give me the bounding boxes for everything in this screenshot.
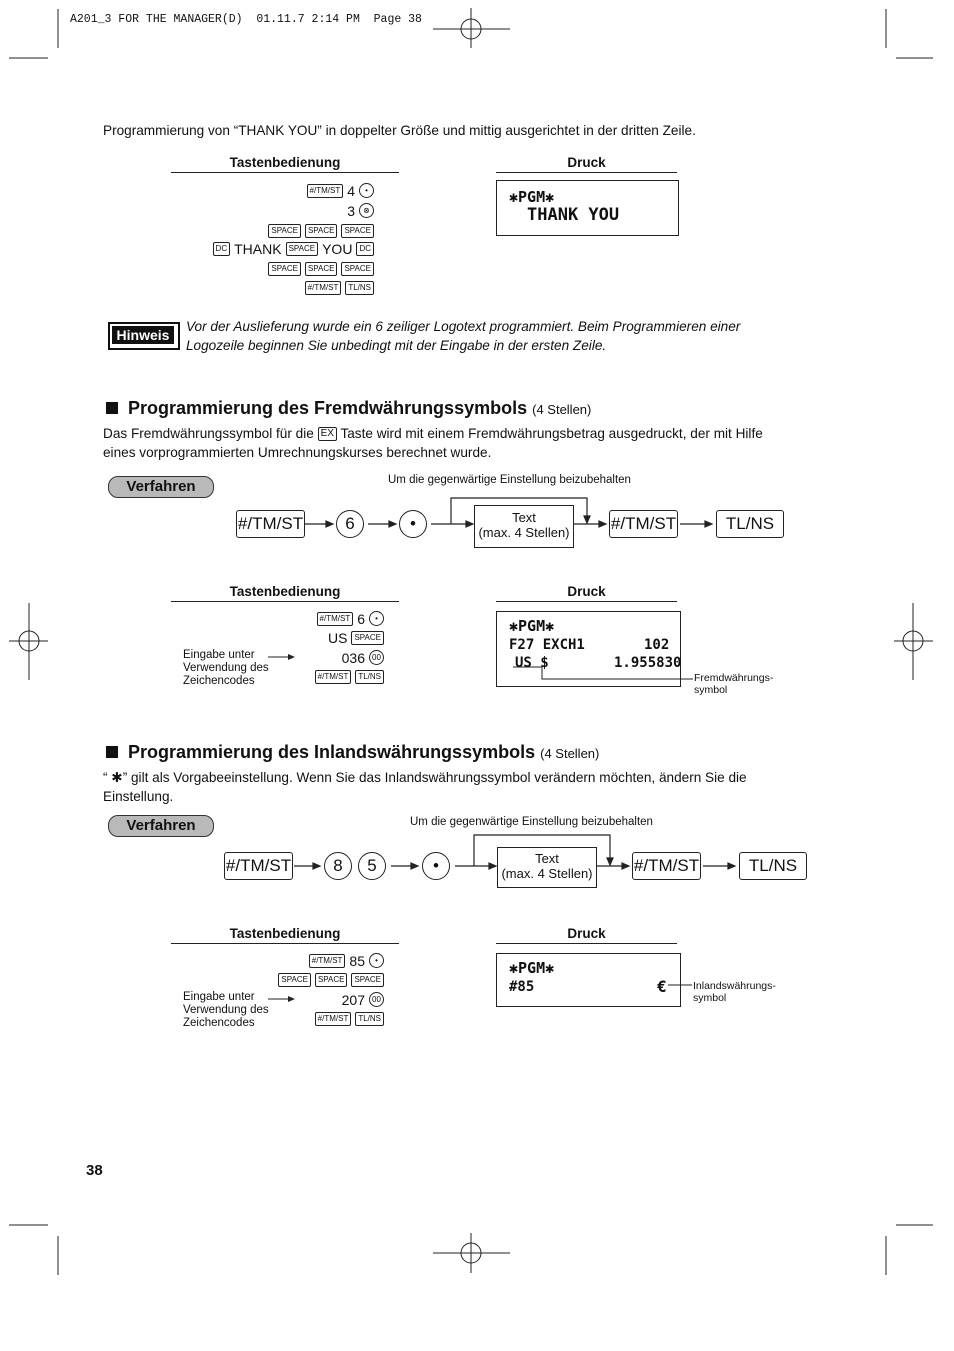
key-5: 5 <box>358 852 386 880</box>
page-number: 38 <box>86 1162 103 1179</box>
tlns-key: TL/NS <box>355 670 384 684</box>
space-key: SPACE <box>278 973 311 987</box>
space-key: SPACE <box>268 262 301 276</box>
callout-line <box>500 660 700 690</box>
dot-key: • <box>359 183 374 198</box>
tm-key: #/TM/ST <box>315 1012 352 1026</box>
dc-key: DC <box>213 242 231 256</box>
key-dot: • <box>399 510 427 538</box>
section-foreign-text-1: Das Fremdwährungssymbol für die EX Taste wird mit einem Fremdwährungsbetrag ausgedruckt, der mit Hilfe <box>103 426 763 441</box>
flow-arrows-2 <box>0 820 954 900</box>
receipt-thank-you: ✱PGM✱ THANK YOU <box>496 180 679 236</box>
ex-key: EX <box>318 427 337 441</box>
dot-key: • <box>369 953 384 968</box>
annotation-arrow <box>268 994 298 1004</box>
print-label: Druck <box>496 584 677 602</box>
key-tl-ns: TL/NS <box>716 510 784 538</box>
key-sequence: #/TM/ST 4 • 3 ⊗ SPACE SPACE SPACE DC THANK SPACE YOU DC SPACE SPACE SPACE #/TM/ST TL/NS <box>180 181 374 301</box>
space-key: SPACE <box>268 224 301 238</box>
key-6: 6 <box>336 510 364 538</box>
tlns-key: TL/NS <box>355 1012 384 1026</box>
key-tm-st: #/TM/ST <box>632 852 701 880</box>
space-key: SPACE <box>341 224 374 238</box>
keys-label: Tastenbedienung <box>171 155 399 173</box>
double-zero-key: 00 <box>369 650 384 665</box>
print-header: A201_3 FOR THE MANAGER(D) 01.11.7 2:14 PM Page 38 <box>70 13 422 26</box>
dot-key: • <box>369 611 384 626</box>
annotation-char-codes: Eingabe unter Verwendung des Zeichencodes <box>183 649 269 687</box>
dc-key: DC <box>356 242 374 256</box>
space-key: SPACE <box>315 973 348 987</box>
key-sequence: #/TM/ST 6 • US SPACE 036 00 #/TM/ST TL/NS <box>280 609 384 689</box>
keep-setting-note: Um die gegenwärtige Einstellung beizubehalten <box>388 474 631 486</box>
print-label: Druck <box>496 926 677 944</box>
section-foreign-text-2: eines vorprogrammierten Umrechnungskurses berechnet wurde. <box>103 445 492 460</box>
intro-text: Programmierung von “THANK YOU” in doppelter Größe und mittig ausgerichtet in der dritten Zeile. <box>103 123 696 138</box>
tm-key: #/TM/ST <box>309 954 346 968</box>
tm-key: #/TM/ST <box>317 612 354 626</box>
key-8: 8 <box>324 852 352 880</box>
section-local-text-2: Einstellung. <box>103 789 174 804</box>
key-tm-st: #/TM/ST <box>224 852 293 880</box>
note-badge: Hinweis <box>108 322 180 350</box>
print-label: Druck <box>496 155 677 173</box>
text-input-box: Text (max. 4 Stellen) <box>497 847 597 888</box>
key-sequence: #/TM/ST 85 • SPACE SPACE SPACE 207 00 #/TM/ST TL/NS <box>280 951 384 1031</box>
note-text-2: Logozeile beginnen Sie unbedingt mit der Eingabe in der ersten Zeile. <box>186 338 607 353</box>
space-key: SPACE <box>351 973 384 987</box>
tm-key: #/TM/ST <box>305 281 342 295</box>
space-key: SPACE <box>341 262 374 276</box>
space-key: SPACE <box>305 224 338 238</box>
callout-line <box>666 980 696 990</box>
key-dot: • <box>422 852 450 880</box>
callout-foreign-symbol: Fremdwährungs- symbol <box>694 672 774 696</box>
annotation-char-codes: Eingabe unter Verwendung des Zeichencodes <box>183 991 269 1029</box>
key-tm-st: #/TM/ST <box>609 510 678 538</box>
procedure-badge: Verfahren <box>108 815 214 837</box>
space-key: SPACE <box>351 631 384 645</box>
multiply-key: ⊗ <box>359 203 374 218</box>
key-tm-st: #/TM/ST <box>236 510 305 538</box>
space-key: SPACE <box>286 242 319 256</box>
section-local-currency-title: Programmierung des Inlandswährungssymbols (4 Stellen) <box>106 742 599 763</box>
section-local-text-1: “ ✱” gilt als Vorgabeeinstellung. Wenn Sie das Inlandswährungssymbol verändern möchten, ändern Sie die <box>103 770 747 785</box>
receipt-foreign-currency: ✱PGM✱ F27 EXCH1 102 US $ 1.955830 <box>496 611 681 687</box>
tm-key: #/TM/ST <box>307 184 344 198</box>
space-key: SPACE <box>305 262 338 276</box>
double-zero-key: 00 <box>369 992 384 1007</box>
keys-label: Tastenbedienung <box>171 926 399 944</box>
callout-local-symbol: Inlandswährungs- symbol <box>693 980 776 1004</box>
key-tl-ns: TL/NS <box>739 852 807 880</box>
tlns-key: TL/NS <box>345 281 374 295</box>
keys-label: Tastenbedienung <box>171 584 399 602</box>
procedure-badge: Verfahren <box>108 476 214 498</box>
text-input-box: Text (max. 4 Stellen) <box>474 505 574 548</box>
section-foreign-currency-title: Programmierung des Fremdwährungssymbols (4 Stellen) <box>106 398 591 419</box>
annotation-arrow <box>268 652 298 662</box>
receipt-local-currency: ✱PGM✱ #85 € <box>496 953 681 1007</box>
note-text-1: Vor der Auslieferung wurde ein 6 zeiliger Logotext programmiert. Beim Programmieren einer <box>186 319 741 334</box>
keep-setting-note: Um die gegenwärtige Einstellung beizubehalten <box>410 816 653 828</box>
tm-key: #/TM/ST <box>315 670 352 684</box>
